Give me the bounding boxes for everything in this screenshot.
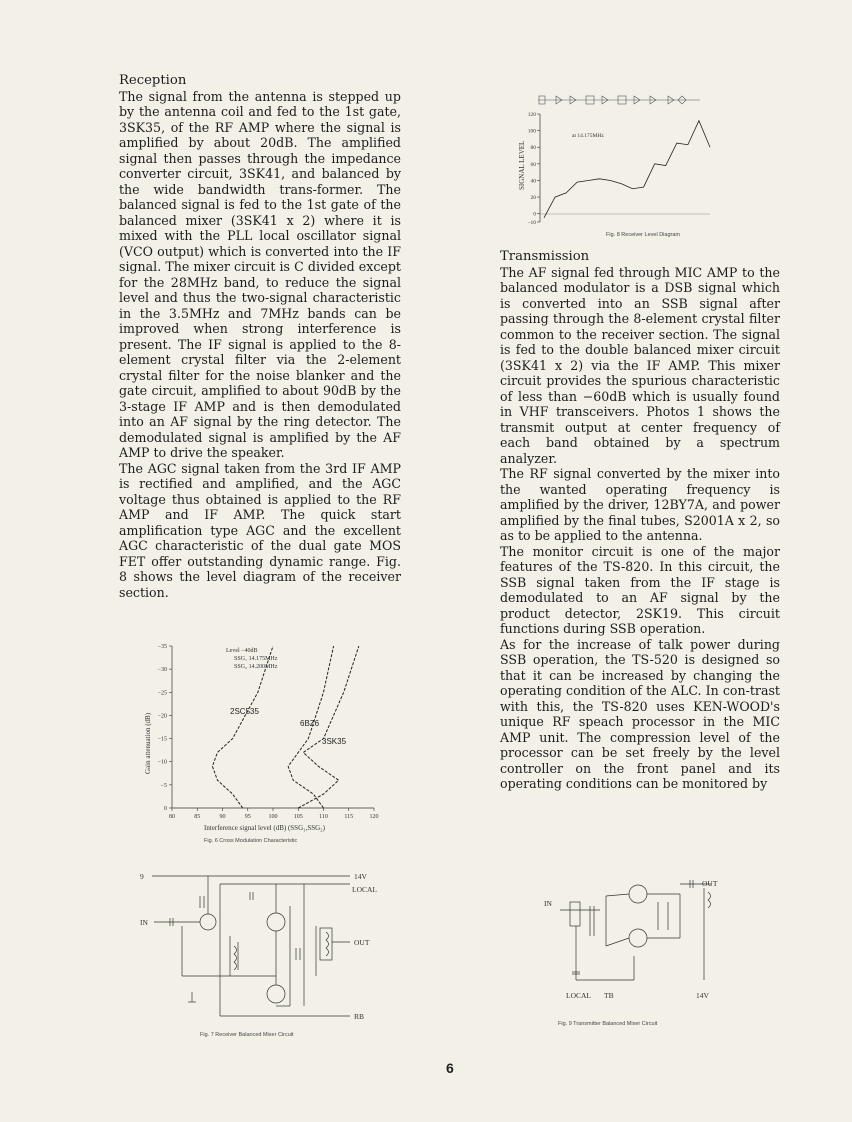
- fig6-label-3sk35: 3SK35: [322, 737, 347, 746]
- fig8-y-ticks: [527, 112, 540, 226]
- fig6-x-tick-label: 105: [293, 814, 303, 820]
- fig6-label-2sc535: 2SC535: [230, 707, 259, 716]
- page-number: 6: [446, 1060, 454, 1076]
- fig6-label-6bz6: 6BZ6: [300, 719, 320, 728]
- fig8-annotation: at 14.175MHz: [572, 133, 604, 139]
- transmission-paragraph-2: The RF signal converted by the mixer into the wanted operating frequency is amplified by the driver, 12BY7A, and power amplified by the final tubes, S2001A x 2, so as to be applied to the antenna.: [500, 466, 780, 543]
- fig6-y-ticks: [158, 644, 172, 812]
- fig7-receiver-mixer-circuit: [140, 866, 410, 1046]
- reception-paragraph-2: The AGC signal taken from the 3rd IF AMP is rectified and amplified, and the AGC voltage thus obtained is applied to the RF AMP and IF AMP. The quick start amplification type AGC and the excellent AGC characteristic of the dual gate MOS FET offer outstanding dynamic range. Fig. 8 shows the level diagram of the receiver section.: [119, 460, 401, 600]
- fig7-label-out: OUT: [354, 938, 370, 947]
- fig6-curves: [212, 646, 358, 808]
- fig6-y-tick-label: −5: [160, 782, 167, 789]
- fig8-level-diagram: [510, 90, 720, 240]
- fig8-y-tick-label: 40: [530, 178, 536, 185]
- fig6-svg: [138, 640, 398, 840]
- transmission-paragraph-3: The monitor circuit is one of the major features of the TS-820. In this circuit, the SSB signal taken from the IF stage is demodulated to an AF signal by the product detector, 2SK19. This circuit functions during SSB operation.: [500, 543, 780, 636]
- fig9-schematic: [560, 880, 712, 980]
- fig9-label-14v: 14V: [696, 991, 709, 1000]
- transmission-paragraph-4: As for the increase of talk power during SSB operation, the TS-520 is designed so that it can be increased by changing the operating condition of the ALC. In con-trast with this, the TS-820 uses KEN-WOOD's unique RF speach processor in the MIC AMP unit. The compression level of the processor can be set freely by the level controller on the front panel and its operating conditions can be monitored by: [500, 636, 780, 791]
- fig9-label-out: OUT: [702, 879, 718, 888]
- fig6-y-tick-label: −15: [157, 736, 167, 743]
- fig9-caption: Fig. 9 Transmitter Balanced Mixer Circuit: [558, 1021, 658, 1027]
- fig9-transmitter-mixer-circuit: [540, 876, 740, 1036]
- fig7-caption: Fig. 7 Receiver Balanced Mixer Circuit: [200, 1032, 294, 1038]
- fig6-y-tick-label: 0: [164, 806, 167, 812]
- fig6-x-ticks: [169, 808, 379, 820]
- fig7-label-14v: 14V: [354, 872, 367, 881]
- fig7-schematic: [152, 876, 350, 1016]
- fig9-label-tb: TB: [604, 991, 614, 1000]
- fig8-block-strip: [538, 96, 700, 104]
- fig6-y-tick-label: −35: [157, 644, 167, 650]
- fig8-y-tick-label: 100: [527, 128, 536, 135]
- fig6-x-tick-label: 120: [369, 814, 379, 820]
- fig8-y-tick-label: 60: [530, 161, 536, 168]
- fig7-label-local: LOCAL: [352, 885, 377, 894]
- reception-heading: Reception: [119, 73, 187, 88]
- fig8-y-tick-label: 80: [530, 145, 536, 152]
- fig7-svg: [140, 866, 410, 1034]
- transmission-paragraph-1: The AF signal fed through MIC AMP to the balanced modulator is a DSB signal which is converted into an SSB signal after passing through the 8-element crystal filter common to the receiver section. The signal is fed to the double balanced mixer circuit (3SK41 x 2) via the IF AMP. This mixer circuit provides the spurious characteristic of less than −60dB which is usually found in VHF transceivers. Photos 1 shows the transmit output at center frequency of each band obtained by a spectrum analyzer.: [500, 264, 780, 466]
- fig6-x-tick-label: 80: [169, 814, 175, 820]
- fig9-label-in: IN: [544, 899, 552, 908]
- fig8-ylabel: SIGNAL LEVEL: [518, 140, 526, 190]
- fig8-y-tick-label: 120: [527, 112, 536, 118]
- fig6-x-tick-label: 115: [344, 814, 354, 820]
- fig6-y-tick-label: −10: [157, 759, 167, 766]
- reception-section: [119, 73, 401, 600]
- fig6-x-tick-label: 90: [219, 814, 226, 820]
- fig6-curve-2sc535: [212, 646, 273, 808]
- fig8-level-line: [544, 121, 710, 218]
- fig6-y-tick-label: −30: [157, 667, 167, 674]
- fig8-y-tick-label: 0: [533, 211, 536, 218]
- fig6-ylabel: Gain attenuation (dB): [144, 712, 152, 774]
- fig9-svg: [540, 876, 740, 1024]
- transmission-heading: Transmission: [500, 249, 590, 264]
- fig7-label-in: IN: [140, 918, 148, 927]
- fig6-x-tick-label: 95: [244, 814, 251, 820]
- fig7-label-9: 9: [140, 872, 144, 881]
- fig8-caption: Fig. 8 Receiver Level Diagram: [606, 232, 680, 238]
- fig8-svg: [510, 90, 720, 240]
- fig6-caption: Fig. 6 Cross Modulation Characteristic: [204, 838, 298, 844]
- fig6-legend-ssg2: SSG₂ 14.200MHz: [234, 664, 278, 670]
- fig8-y-tick-label: 20: [530, 195, 536, 202]
- reception-paragraph-1: The signal from the antenna is stepped up by the antenna coil and fed to the 1st gate, 3SK35, of the RF AMP where the signal is amplified by about 20dB. The amplified signal then passes through the impedance converter circuit, 3SK41, and balanced by the wide bandwidth trans-former. The balanced signal is fed to the 1st gate of the balanced mixer (3SK41 x 2) where it is mixed with the PLL local oscillator signal (VCO output) which is converted into the IF signal. The mixer circuit is C divided except for the 28MHz band, to reduce the signal level and thus the two-signal characteristic in the 3.5MHz and 7MHz bands can be improved when strong interference is present. The IF signal is applied to the 8-element crystal filter via the 2-element crystal filter for the noise blanker and the gate circuit, amplified to about 90dB by the 3-stage IF AMP and is then demodulated into an AF signal by the ring detector. The demodulated signal is amplified by the AF AMP to drive the speaker.: [119, 88, 401, 460]
- fig8-y-tick-label: −10: [527, 220, 536, 226]
- fig6-y-tick-label: −20: [157, 713, 167, 720]
- fig6-legend-level: Level −40dB: [226, 648, 258, 654]
- fig6-x-tick-label: 100: [268, 814, 278, 820]
- fig6-cross-modulation: [138, 640, 398, 850]
- fig6-xlabel: Interference signal level (dB) (SSG₁,SSG₂): [204, 824, 325, 832]
- fig6-x-tick-label: 110: [319, 814, 328, 820]
- transmission-section: [500, 249, 780, 792]
- fig6-legend-ssg1: SSG₁ 14.175MHz: [234, 656, 278, 662]
- fig6-x-tick-label: 85: [194, 814, 201, 820]
- fig7-label-rb: RB: [354, 1012, 365, 1021]
- fig6-y-tick-label: −25: [157, 690, 167, 697]
- fig9-label-local: LOCAL: [566, 991, 591, 1000]
